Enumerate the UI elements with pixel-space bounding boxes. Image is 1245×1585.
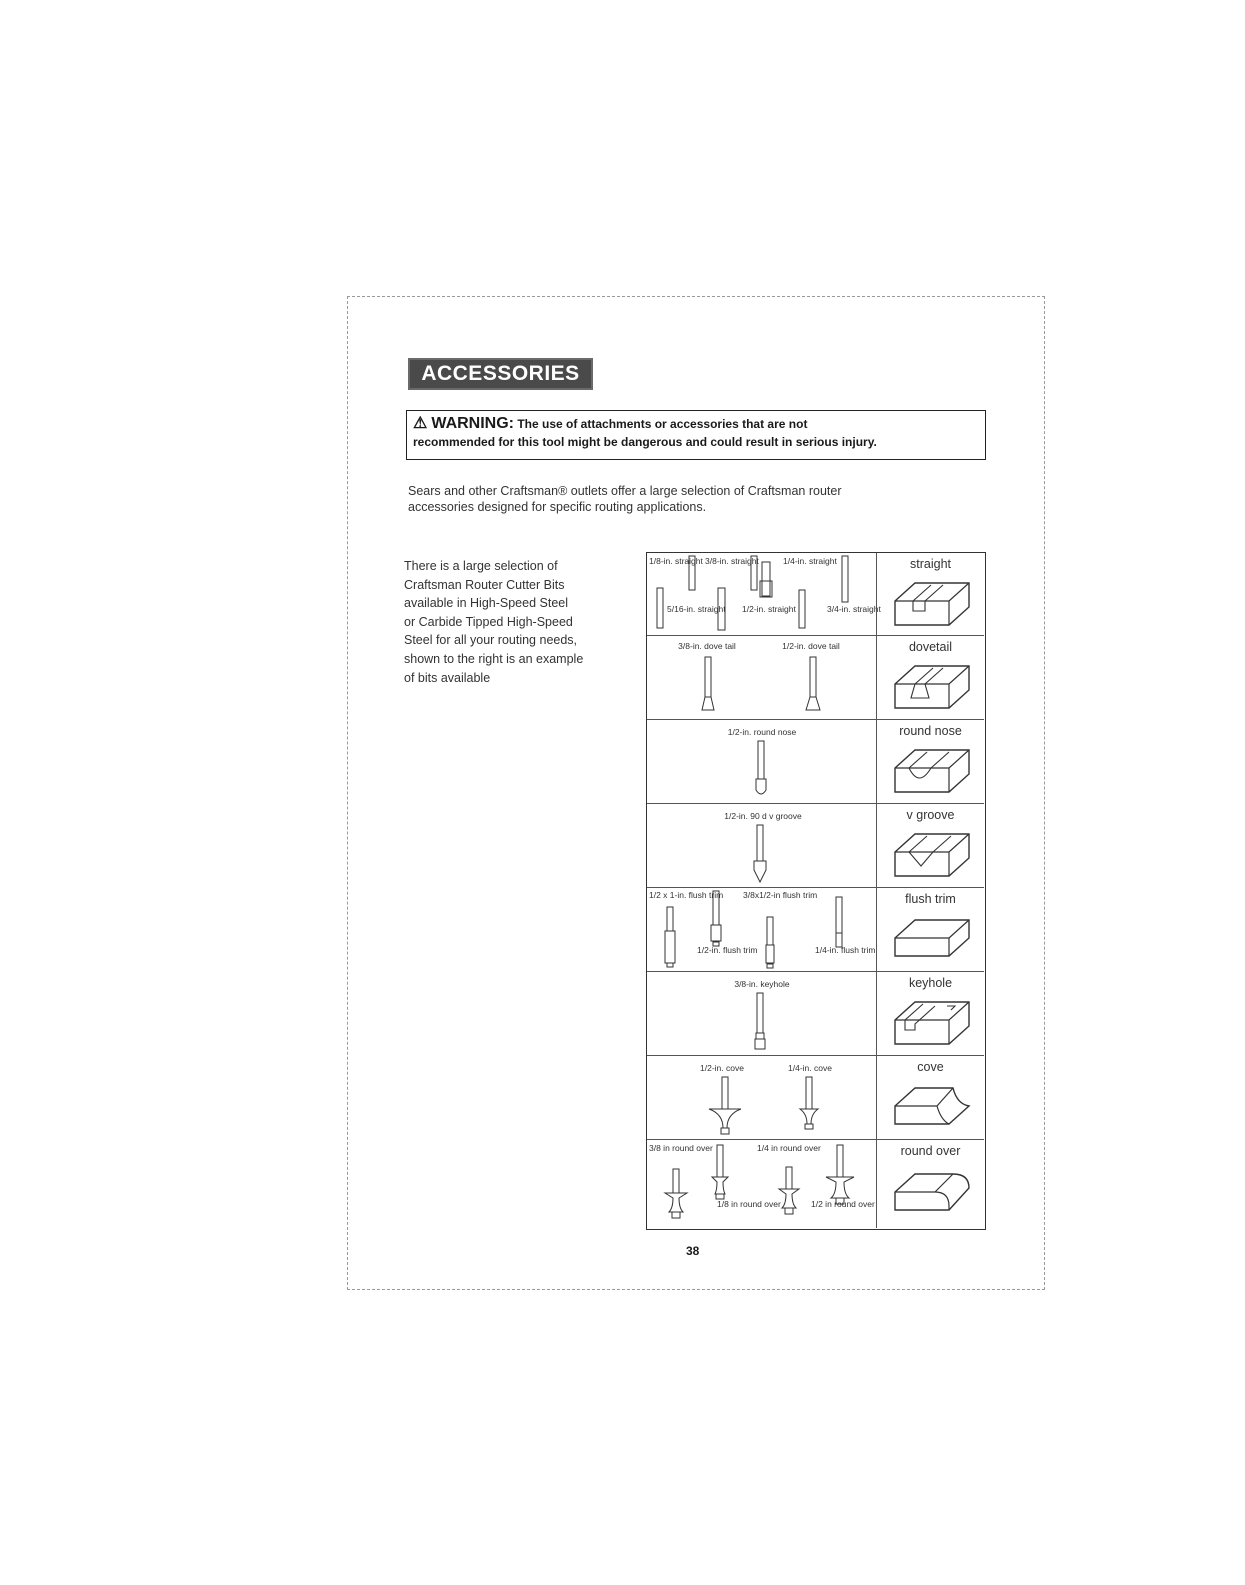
bit-illustration-cell [647,804,877,887]
bit-illustration-cell [647,720,877,803]
warning-line-1: The use of attachments or accessories that are not [517,417,808,431]
side-line: shown to the right is an example [404,651,584,666]
profile-cell [877,636,984,719]
bit-label: 3/8-in. dove tail [678,641,736,651]
straight-bit-icon [687,555,697,593]
straight-bit-icon [655,587,665,631]
bit-row-dovetail [647,636,984,720]
round-over-bit-icon [707,1144,733,1206]
bit-illustration-cell [647,553,881,635]
dovetail-profile-icon [891,660,973,712]
bit-label: 1/2-in. cove [700,1063,744,1073]
bit-row-cove [647,1056,984,1140]
bit-label: 3/8-in. keyhole [734,979,790,989]
bit-label: 3/8 in round over [649,1143,713,1153]
bit-row-round-nose [647,720,984,804]
bit-illustration-cell [647,1140,877,1228]
round-over-profile-icon [891,1164,973,1218]
warning-line-2: recommended for this tool might be dangerous and could result in serious injury. [413,435,877,449]
section-title: ACCESSORIES [408,358,593,390]
flush-trim-profile-icon [891,912,973,964]
side-line: Steel for all your routing needs, [404,633,578,648]
v-groove-bit-icon [751,824,769,886]
profile-label: dovetail [908,640,953,654]
bit-illustration-cell [647,888,877,971]
bit-row-keyhole [647,972,984,1056]
bit-row-round-over [647,1140,984,1228]
keyhole-profile-icon [891,996,973,1048]
bit-label: 1/2-in. straight [742,604,796,614]
round-over-bit-icon [823,1144,857,1210]
round-over-bit-icon [775,1166,803,1224]
bit-label: 3/8x1/2-in flush trim [743,890,818,900]
dovetail-bit-icon [701,656,715,712]
bit-label: 5/16-in. straight [667,604,726,614]
profile-label: cove [917,1060,944,1074]
straight-bit-icon [749,555,759,593]
intro-line-2: accessories designed for specific routing applications. [408,500,707,514]
bit-label: 1/4 in round over [757,1143,821,1153]
flush-trim-bit-icon [663,906,677,968]
side-paragraph [404,557,619,687]
bit-label: 1/2 in round over [811,1199,875,1209]
profile-cell [877,1056,984,1139]
profile-label: v groove [906,808,955,822]
profile-cell [877,1140,984,1228]
straight-profile-icon [891,577,973,629]
straight-bit-icon [840,555,850,605]
profile-label: straight [910,557,951,571]
profile-cell [877,720,984,803]
cove-bit-icon [797,1076,821,1138]
bit-row-straight [647,553,984,636]
flush-trim-bit-icon [763,916,777,970]
round-over-bit-icon [661,1168,691,1224]
side-line: available in High-Speed Steel [404,596,568,611]
bit-label: 1/4-in. cove [788,1063,832,1073]
side-line: or Carbide Tipped High-Speed [404,614,573,629]
round-nose-profile-icon [891,744,973,796]
bit-row-flush-trim [647,888,984,972]
bit-label: 1/2-in. round nose [727,727,797,737]
straight-bit-icon [759,561,775,601]
profile-cell [877,553,984,635]
straight-bit-icon [716,587,728,633]
round-nose-bit-icon [753,740,769,800]
intro-paragraph [408,483,968,515]
bit-label: 1/8 in round over [717,1199,781,1209]
warning-triangle-icon: ⚠ [413,415,428,432]
side-line: of bits available [404,670,491,685]
bit-label: 1/4-in. straight [783,556,837,566]
bit-label: 1/4-in. flush trim [815,945,876,955]
straight-bit-icon [797,589,807,631]
profile-label: keyhole [908,976,953,990]
profile-label: round nose [899,724,962,738]
router-bit-table [646,552,986,1230]
bit-label: 3/4-in. straight [827,604,881,614]
profile-cell [877,804,984,887]
flush-trim-bit-icon [709,890,723,952]
bit-label: 3/8-in. straight [705,556,759,566]
bit-label: 1/2-in. 90 d v groove [724,811,802,821]
bit-label: 1/2-in. dove tail [782,641,840,651]
page-number: 38 [686,1244,700,1258]
bit-illustration-cell [647,972,877,1055]
bit-illustration-cell [647,1056,877,1139]
flush-trim-bit-icon [833,896,845,956]
side-line: There is a large selection of [404,559,558,573]
bit-label: 1/2 x 1-in. flush trim [649,890,724,900]
warning-heading: WARNING: [431,415,514,432]
bit-illustration-cell [647,636,877,719]
side-line: Craftsman Router Cutter Bits [404,577,565,592]
profile-cell [877,972,984,1055]
dovetail-bit-icon [805,656,821,712]
bit-label: 1/2-in. flush trim [697,945,758,955]
bit-row-v-groove [647,804,984,888]
cove-bit-icon [705,1076,745,1138]
cove-profile-icon [891,1080,973,1132]
v-groove-profile-icon [891,828,973,880]
keyhole-bit-icon [753,992,767,1052]
profile-cell [877,888,984,971]
warning-box [406,410,986,460]
profile-label: round over [900,1144,961,1158]
profile-label: flush trim [905,892,956,906]
bit-label: 1/8-in. straight [649,556,703,566]
intro-line-1: Sears and other Craftsman® outlets offer a large selection of Craftsman router [408,484,842,498]
